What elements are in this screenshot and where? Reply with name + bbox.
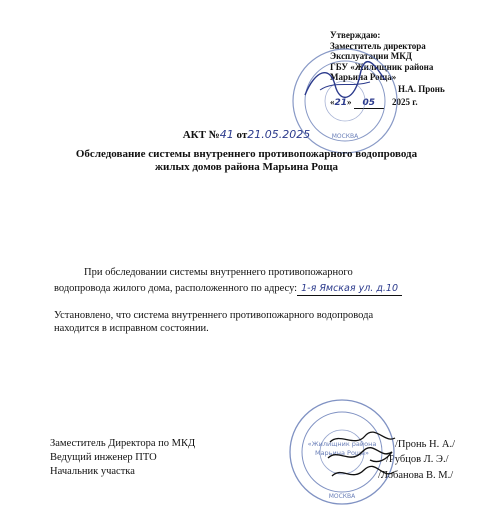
approval-line-1: Заместитель директора bbox=[330, 40, 426, 51]
approval-heading: Утверждаю: bbox=[330, 30, 381, 40]
paragraph-2-line-1: Установлено, что система внутреннего противопожарного водопровода bbox=[54, 310, 374, 321]
approval-line-2: Эксплуатации МКД bbox=[330, 51, 412, 61]
approval-date-month: 05 bbox=[362, 98, 376, 108]
act-subject-line-1: Обследование системы внутреннего противопожарного водопровода bbox=[75, 148, 418, 160]
signature-name-3: /Лобанова В. М./ bbox=[378, 470, 454, 481]
paragraph-1-line-2: водопровода жилого дома, расположенного по адресу: 1-я Ямская ул. д.10 bbox=[54, 282, 402, 296]
signature-position-1: Заместитель Директора по МКД bbox=[50, 438, 196, 449]
approval-date-day: 21 bbox=[334, 98, 348, 108]
signature-name-1: /Пронь Н. А./ bbox=[395, 439, 455, 450]
approval-signature bbox=[300, 60, 390, 105]
address-handwritten: 1-я Ямская ул. д.10 bbox=[297, 282, 402, 296]
signature-name-2: /Рубцов Л. Э./ bbox=[386, 454, 449, 465]
paragraph-2-line-2: находится в исправном состоянии. bbox=[54, 323, 209, 334]
approval-date: «21» 05 2025 г. bbox=[330, 97, 418, 108]
act-date: 21.05.2025 bbox=[247, 128, 311, 141]
stamp-text-top: «Жилищник района bbox=[307, 440, 377, 448]
approval-line-3: ГБУ «Жилищник района bbox=[330, 61, 434, 72]
paragraph-1-line-1: При обследовании системы внутреннего противопожарного bbox=[84, 267, 353, 278]
act-title: АКТ №41 от21.05.2025 bbox=[182, 128, 311, 141]
approval-line-4: Марьина Роща» bbox=[330, 72, 397, 82]
stamp-text-mid: Марьина Роща» bbox=[314, 449, 370, 457]
approval-stamp-city: МОСКВА bbox=[331, 133, 359, 140]
approval-date-year: 2025 г. bbox=[392, 97, 418, 107]
signature-position-2: Ведущий инженер ПТО bbox=[50, 452, 157, 463]
act-subject-line-2: жилых домов района Марьина Роща bbox=[155, 161, 338, 173]
signature-scribbles bbox=[320, 430, 400, 490]
signature-position-3: Начальник участка bbox=[50, 466, 135, 477]
act-number: 41 bbox=[219, 128, 234, 141]
stamp-text-city: МОСКВА bbox=[328, 493, 356, 500]
approval-name: Н.А. Пронь bbox=[398, 84, 445, 94]
